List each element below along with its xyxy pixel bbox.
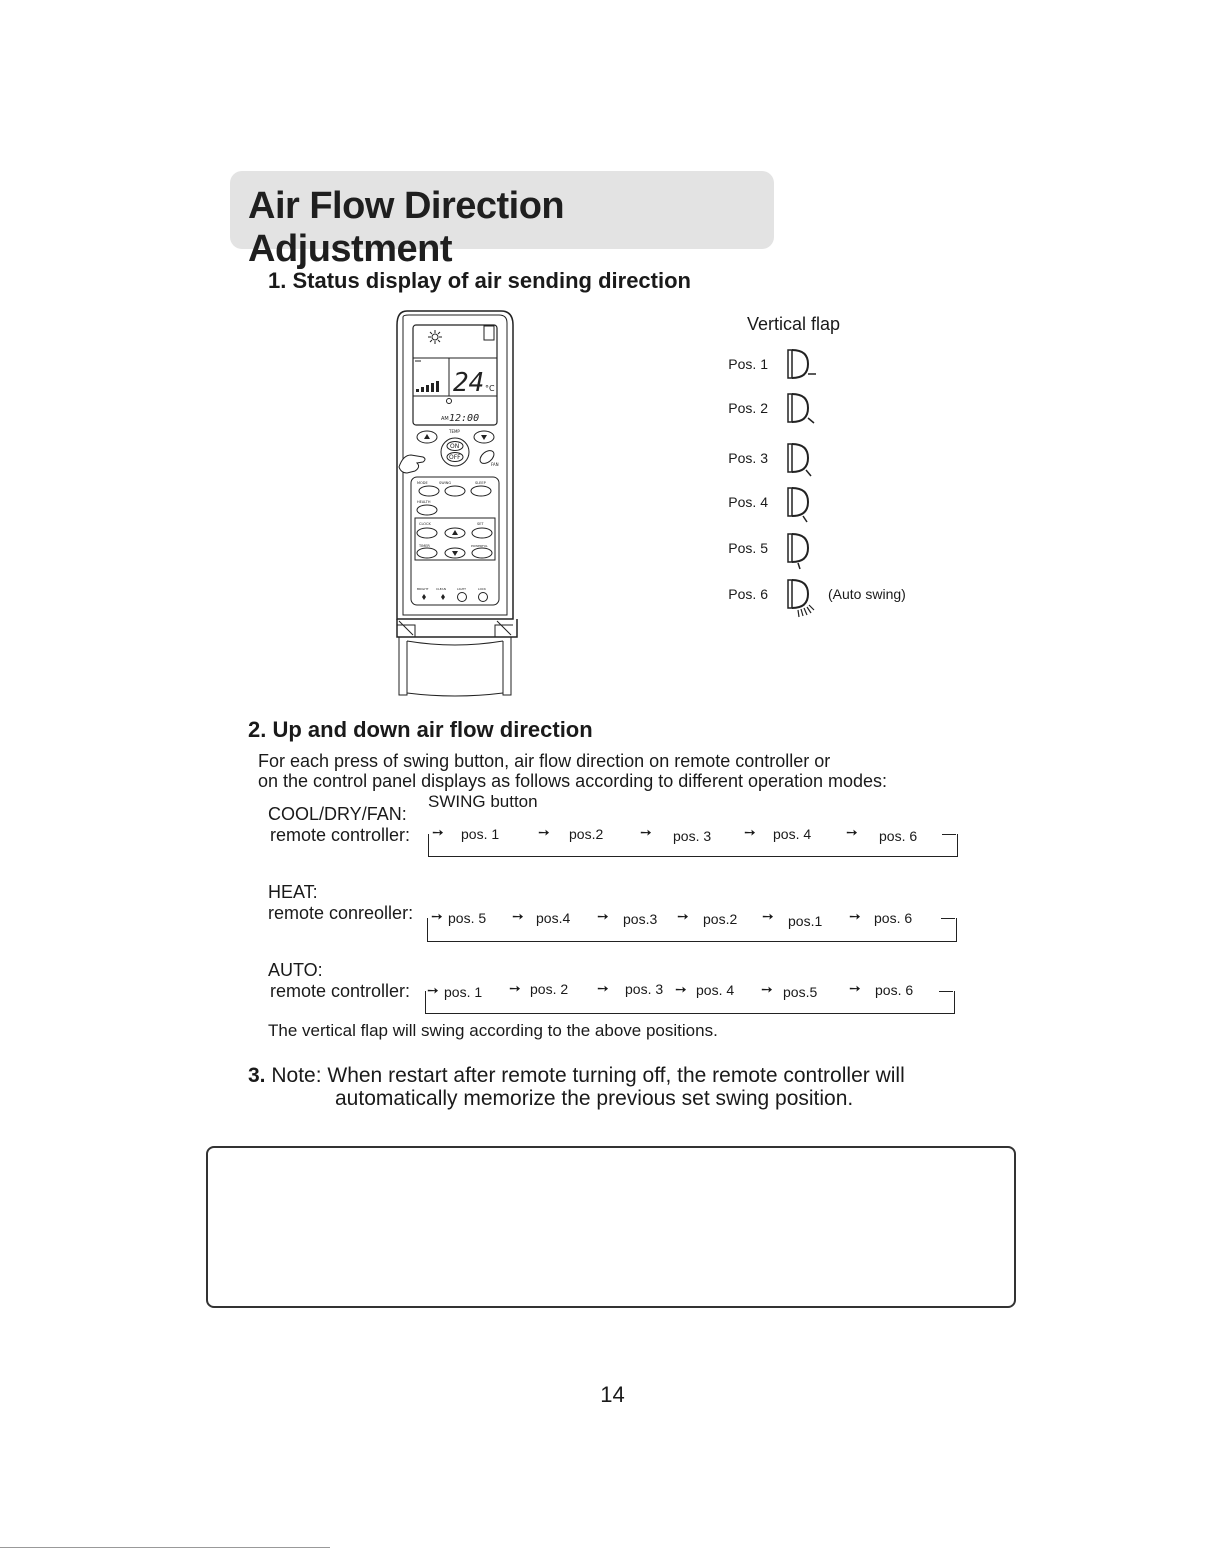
page-title: Air Flow Direction Adjustment — [248, 185, 565, 270]
arrow-icon: ➙ — [640, 824, 652, 840]
sleep-button[interactable] — [471, 486, 491, 496]
arrow-icon: ➙ — [849, 908, 861, 924]
powerful-button[interactable] — [472, 548, 492, 558]
seq-item: pos. 3 — [625, 981, 664, 997]
flap-pos-5 — [720, 540, 940, 580]
flap-pos-label: Pos. 3 — [728, 450, 768, 466]
flap-pos-label: Pos. 1 — [728, 356, 768, 372]
auto-swing-note: (Auto swing) — [828, 586, 906, 602]
flap-pos-label: Pos. 5 — [728, 540, 768, 556]
arrow-icon: ➙ — [509, 980, 521, 996]
lcd-unit: °C — [485, 384, 495, 393]
intro-line-2: on the control panel displays as follows according to different operation modes: — [258, 771, 888, 791]
mode-name: AUTO: — [268, 960, 323, 980]
page-number: 14 — [600, 1382, 625, 1407]
note-line-2: automatically memorize the previous set swing position. — [335, 1087, 854, 1110]
flap-position-1-icon — [786, 344, 826, 386]
off-label: OFF — [449, 454, 461, 461]
section3-note — [248, 1064, 905, 1110]
intro-line-1: For each press of swing button, air flow direction on remote controller or — [258, 751, 831, 771]
lock-label: LOCK — [478, 587, 486, 591]
flap-pos-3 — [720, 450, 940, 490]
section2-footer: The vertical flap will swing according to the above positions. — [268, 1021, 718, 1040]
section2-heading: 2. Up and down air flow direction — [248, 717, 593, 742]
remote-controller-illustration — [393, 307, 525, 699]
seq-item: pos. 6 — [879, 828, 918, 844]
on-label: ON — [450, 443, 460, 450]
flap-position-5-icon — [786, 528, 826, 570]
arrow-icon: ➙ — [846, 824, 858, 840]
arrow-icon: ➙ — [431, 908, 443, 924]
arrow-icon: ➙ — [744, 824, 756, 840]
flap-position-4-icon — [786, 482, 826, 524]
health-button[interactable] — [417, 505, 437, 515]
swing-button[interactable] — [445, 486, 465, 496]
arrow-icon: ➙ — [677, 908, 689, 924]
empty-note-box — [206, 1146, 1016, 1308]
swing-button-label: SWING button — [428, 792, 538, 811]
lock-button[interactable] — [479, 593, 488, 602]
set-button[interactable] — [472, 528, 492, 538]
flap-pos-label: Pos. 4 — [728, 494, 768, 510]
seq-item: pos.3 — [623, 911, 658, 927]
seq-item: pos. 6 — [875, 982, 914, 998]
clock-label: CLOCK — [419, 522, 431, 526]
seq-item: pos.2 — [703, 911, 738, 927]
vertical-flap-title: Vertical flap — [747, 314, 841, 334]
seq-item: pos. 2 — [530, 981, 569, 997]
mode-label: MODE — [417, 481, 428, 485]
mode-name: COOL/DRY/FAN: — [268, 804, 407, 824]
seq-item: pos.4 — [536, 910, 571, 926]
seq-item: pos. 1 — [461, 826, 500, 842]
flap-pos-label: Pos. 2 — [728, 400, 768, 416]
flap-auto-swing-icon — [786, 574, 826, 618]
arrow-icon: ➙ — [597, 980, 609, 996]
set-label: SET — [477, 522, 484, 526]
flap-pos-2 — [720, 400, 940, 440]
flap-pos-4 — [720, 494, 940, 534]
flap-position-3-icon — [786, 438, 826, 480]
mode-sub: remote conreoller: — [268, 903, 414, 923]
timer-button[interactable] — [417, 548, 437, 558]
timer-label: TIMER — [419, 544, 430, 548]
lcd-temperature: 24 — [453, 368, 485, 398]
seq-item: pos. 3 — [673, 828, 712, 844]
arrow-icon: ➙ — [675, 981, 687, 997]
health-label: HEALTH — [417, 500, 431, 504]
seq-item: pos.2 — [569, 826, 604, 842]
mode-name: HEAT: — [268, 882, 318, 902]
divider — [0, 1547, 330, 1548]
light-label: LIGHT — [457, 587, 466, 591]
powerful-label: POWERFUL — [471, 544, 488, 548]
arrow-icon: ➙ — [432, 824, 444, 840]
arrow-icon: ➙ — [512, 908, 524, 924]
light-button[interactable] — [458, 593, 467, 602]
arrow-icon: ➙ — [762, 908, 774, 924]
note-number: 3. — [248, 1064, 266, 1087]
mode-heat — [268, 882, 413, 924]
flap-pos-label: Pos. 6 — [728, 586, 768, 602]
arrow-icon: ➙ — [761, 981, 773, 997]
mode-cool-dry-fan — [268, 804, 410, 846]
arrow-icon: ➙ — [427, 982, 439, 998]
arrow-icon: ➙ — [849, 980, 861, 996]
seq-item: pos.1 — [788, 913, 823, 929]
clean-label: CLEAN — [436, 587, 446, 591]
flap-pos-6 — [720, 586, 940, 626]
flap-position-2-icon — [786, 388, 826, 430]
arrow-icon: ➙ — [538, 824, 550, 840]
mode-sub: remote controller: — [270, 825, 411, 845]
flap-pos-1 — [720, 356, 940, 396]
seq-item: pos. 5 — [448, 910, 487, 926]
lcd-am: AM — [441, 416, 449, 422]
clock-button[interactable] — [417, 528, 437, 538]
temp-label: TEMP — [449, 429, 460, 434]
mode-auto — [268, 960, 410, 1002]
seq-item: pos. 1 — [444, 984, 483, 1000]
seq-item: pos. 4 — [773, 826, 812, 842]
bright-label: BRIGHT — [417, 587, 429, 591]
note-line-1: Note: When restart after remote turning off, the remote controller will — [265, 1064, 905, 1087]
section2-intro — [258, 751, 887, 791]
title-box — [230, 171, 774, 270]
lcd-clock: 12:00 — [449, 413, 480, 424]
seq-item: pos.5 — [783, 984, 818, 1000]
sleep-label: SLEEP — [475, 481, 486, 485]
mode-button[interactable] — [419, 486, 439, 496]
section1-heading: 1. Status display of air sending direction — [268, 268, 691, 293]
seq-item: pos. 6 — [874, 910, 913, 926]
seq-item: pos. 4 — [696, 982, 735, 998]
fan-label: FAN — [491, 462, 499, 467]
swing-label: SWING — [439, 481, 452, 485]
arrow-icon: ➙ — [597, 908, 609, 924]
mode-sub: remote controller: — [270, 981, 411, 1001]
